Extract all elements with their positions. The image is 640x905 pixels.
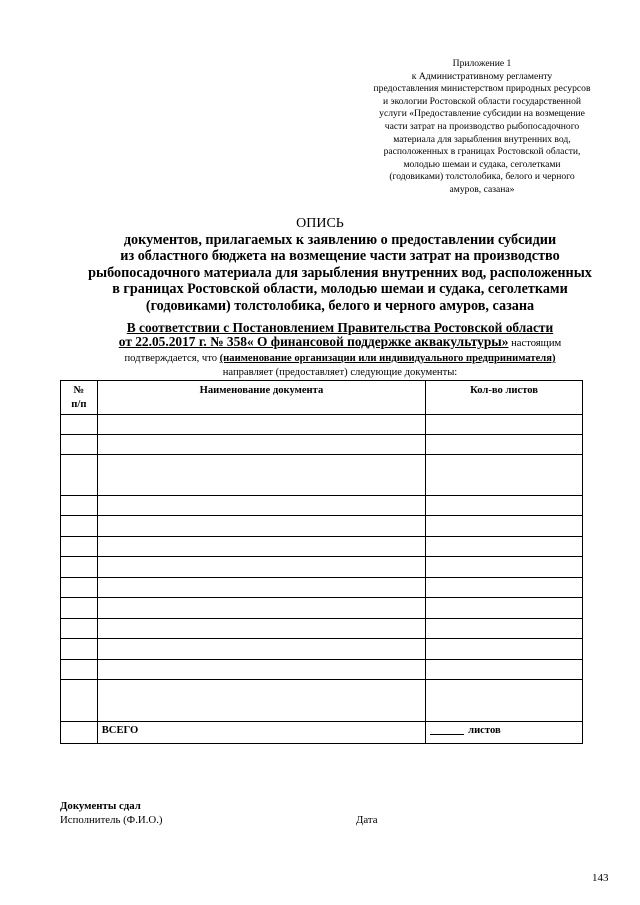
appendix-line: услуги «Предоставление субсидии на возмещение (379, 108, 585, 120)
tick-mark (425, 698, 426, 702)
header-page-count: Кол-во листов (426, 381, 583, 415)
table-row[interactable] (61, 619, 583, 639)
confirm-line (40, 352, 640, 365)
appendix-line: амуров, сазана» (449, 183, 515, 195)
appendix-block (356, 58, 608, 197)
heading-line: в границах Ростовской области, молодью шемаи и судака, сеголетками (112, 281, 568, 298)
document-title: ОПИСЬ (296, 216, 344, 231)
table-row[interactable] (61, 557, 583, 578)
confirm-prefix: подтверждается, что (124, 353, 217, 364)
appendix-line: и экологии Ростовской области государственной (382, 95, 581, 107)
page-number: 143 (592, 872, 609, 884)
date-label: Дата (356, 814, 378, 826)
resolution-suffix: настоящим (511, 338, 562, 349)
table-header-row (61, 381, 583, 415)
table-row[interactable] (61, 435, 583, 455)
appendix-line: молодью шемаи и судака, сеголетками (403, 158, 561, 170)
table-row[interactable] (61, 639, 583, 660)
total-pages-cell[interactable] (426, 722, 583, 744)
resolution-line-2 (40, 335, 640, 350)
handed-over-label: Документы сдал (60, 800, 141, 812)
appendix-line: предоставления министерством природных ресурсов (373, 83, 591, 95)
header-number-line1: № (73, 385, 85, 396)
executor-label: Исполнитель (Ф.И.О.) (60, 814, 163, 826)
resolution-line: В соответствии с Постановлением Правительства Ростовской области (126, 320, 554, 335)
org-name-field[interactable]: (наименование организации или индивидуального предпринимателя) (219, 353, 556, 364)
document-heading (40, 232, 640, 314)
table-row[interactable] (61, 598, 583, 619)
table-row[interactable] (61, 660, 583, 680)
resolution-reference (40, 320, 640, 335)
total-label: ВСЕГО (97, 722, 425, 744)
appendix-line: материала для зарыбления внутренних вод, (393, 133, 571, 145)
appendix-line: к Административному регламенту (411, 70, 553, 82)
total-pages-blank[interactable] (430, 734, 464, 735)
table-row[interactable] (61, 455, 583, 496)
heading-line: рыбопосадочного материала для зарыбления внутренних вод, расположенных (88, 264, 592, 281)
table-row[interactable] (61, 516, 583, 537)
appendix-line: Приложение 1 (452, 58, 512, 69)
tick-mark (425, 473, 426, 477)
table-row[interactable] (61, 415, 583, 435)
heading-line: документов, прилагаемых к заявлению о предоставлении субсидии (123, 232, 557, 248)
submits-line: направляет (предоставляет) следующие документы: (222, 367, 458, 378)
table-row[interactable] (61, 496, 583, 516)
resolution-number: от 22.05.2017 г. № 358« О финансовой поддержке аквакультуры» (118, 334, 509, 349)
table-row[interactable] (61, 680, 583, 722)
table-row[interactable] (61, 578, 583, 598)
documents-table (60, 380, 583, 744)
heading-line: (годовиками) толстолобика, белого и черного амуров, сазана (145, 297, 535, 314)
appendix-line: части затрат на производство рыбопосадочного (384, 120, 580, 132)
total-pages-suffix: листов (468, 725, 501, 736)
header-document-name: Наименование документа (97, 381, 425, 415)
table-row[interactable] (61, 537, 583, 557)
appendix-line: (годовиками) толстолобика, белого и черного (389, 171, 575, 183)
header-number-line2: п/п (71, 399, 87, 410)
appendix-line: расположенных в границах Ростовской области, (383, 146, 581, 158)
heading-line: из областного бюджета на возмещение части затрат на производство (120, 248, 560, 265)
header-number (61, 381, 98, 415)
table-total-row (61, 722, 583, 744)
